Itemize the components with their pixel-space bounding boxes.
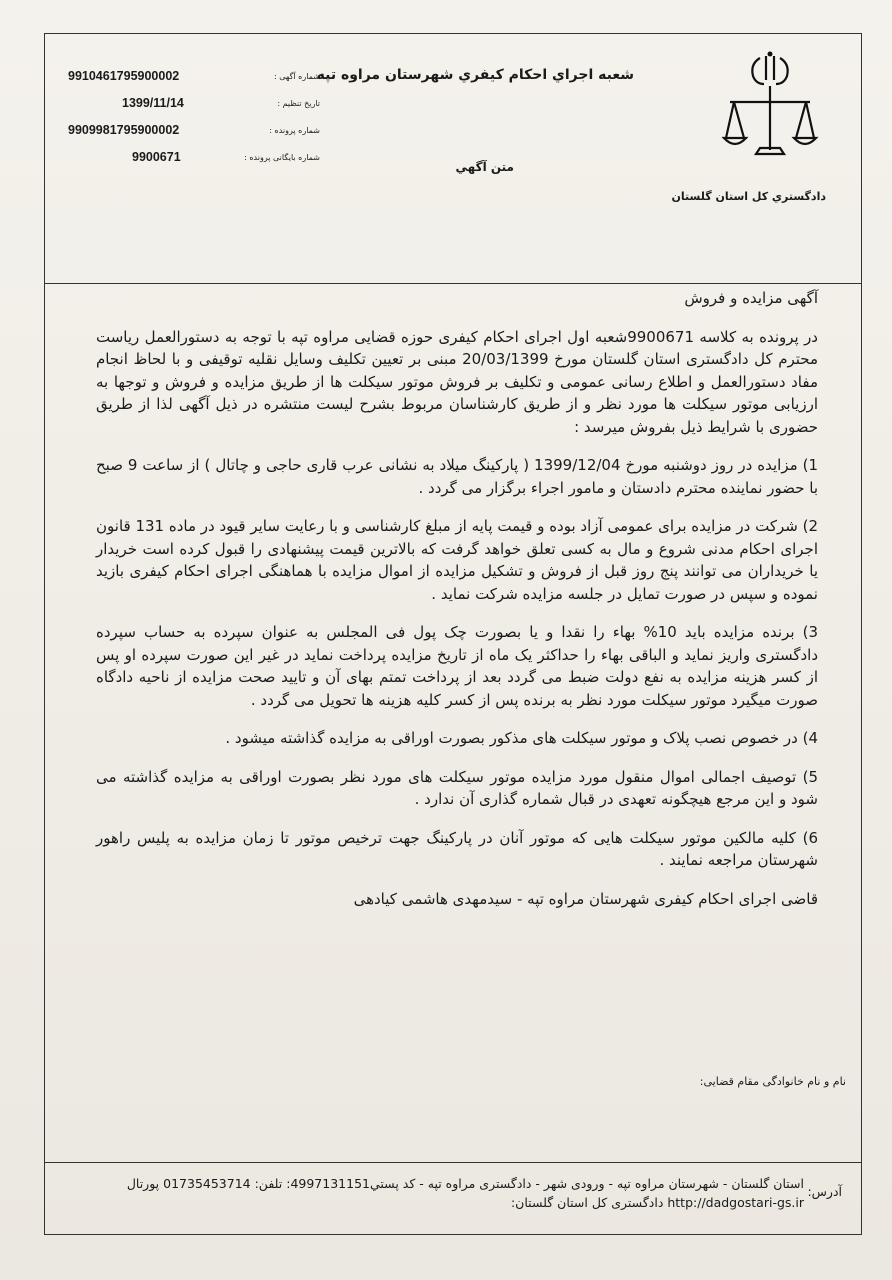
meta-row — [60, 93, 320, 120]
meta-row — [60, 66, 320, 93]
meta-row — [60, 120, 320, 147]
meta-label: شماره پرونده : — [269, 126, 320, 135]
notice-label: متن آگهي — [455, 160, 514, 174]
issue-date: 1399/11/14 — [122, 96, 184, 110]
judge-name-label: نام و نام خانوادگی مقام قضایی: — [699, 1075, 846, 1088]
footer-divider — [44, 1162, 862, 1163]
clause-2: 2) شرکت در مزایده برای عمومی آزاد بوده و قیمت پایه از مبلغ کارشناسی و با رعایت سایر قیود در ماده 131 قانون اجرای احکام مدنی شروع و مال به کسی تعلق خواهد گرفت که بالاترین قیمت پیشنهادی را قبول کرده است خریدار یا خریداران می توانند پنج روز قبل از فروش و تشکیل مزایده از اموال مزایده با هماهنگی اجرای احکام کیفری بازید نموده و سپس در صورت تمایل در جلسه مزایده شرکت نماید . — [96, 517, 818, 603]
address-block — [76, 1174, 842, 1212]
branch-title: شعبه اجراي احکام کيفري شهرستان مراوه تپه — [316, 67, 634, 83]
court-name: دادگستري کل استان گلستان — [671, 190, 826, 203]
clause-1: 1) مزایده در روز دوشنبه مورخ 1399/12/04 ( پارکینگ میلاد به نشانی عرب قاری حاجی و چاتال ) از ساعت 9 صبح با حضور نماینده محترم دادستان و مامور اجراء برگزار می گردد . — [96, 456, 818, 497]
address-text: استان گلستان - شهرستان مراوه تپه - ورودی شهر - دادگستری مراوه تپه - کد پستي4997131151: تلفن: 01735453714 پورتال http://dadgostari-gs.ir دادگستری کل استان گلستان: — [126, 1176, 804, 1210]
notice-number: 9910461795900002 — [68, 69, 180, 83]
clause-4: 4) در خصوص نصب پلاک و موتور سیکلت های مذکور بصورت اوراقی به مزایده گذاشته میشود . — [225, 729, 818, 747]
clause-5: 5) توصیف اجمالی اموال منقول مورد مزایده موتور سیکلت های مورد نظر بصورت اوراقی به مزایده گذاشته می شود و این مرجع هیچگونه تعهدی در قبال شماره گذاری آن ندارد . — [96, 767, 818, 808]
notice-body — [96, 287, 818, 926]
archive-number: 9900671 — [132, 150, 181, 164]
notice-meta — [60, 66, 320, 174]
intro-paragraph: در پرونده به کلاسه 9900671شعبه اول اجرای احکام کیفری حوزه قضایی مراوه تپه با توجه به دستورالعمل ریاست محترم کل دادگستری استان گلستان مورخ 20/03/1399 مبنی بر تعیین تکلیف وسایل نقلیه توقیفی و با لحاظ انجام مفاد دستورالعمل و اطلاع رسانی عمومی و تکلیف بر فروش موتور سیکلت ها از طریق مزایده و فروش و توجها به ارزیابی موتور سیکلت ها مورد نظر و از طریق کارشناسان مربوط بشرح لیست منتشره در ذیل آگهی لذا از طریق حضوری با شرایط ذیل بفروش میرسد : — [96, 327, 819, 436]
meta-row — [60, 147, 320, 174]
clause-6: 6) کلیه مالکین موتور سیکلت هایی که موتور آنان در پارکینگ جهت ترخیص موتور تا زمان مزایده به پلیس راهور شهرستان مراجعه نمایند . — [96, 828, 818, 869]
meta-label: شماره آگهی : — [274, 72, 320, 81]
address-label: آدرس: — [807, 1184, 842, 1199]
meta-label: شماره بایگانی پرونده : — [244, 153, 320, 162]
meta-label: تاریخ تنظیم : — [277, 99, 320, 108]
case-number: 9909981795900002 — [68, 123, 180, 137]
justice-scales-emblem-icon — [720, 50, 820, 162]
header-divider — [44, 283, 862, 284]
notice-heading: آگهی مزایده و فروش — [684, 289, 818, 307]
judge-signature: قاضی اجرای احکام کیفری شهرستان مراوه تپه - سیدمهدی هاشمی کیادهی — [353, 889, 818, 908]
clause-3: 3) برنده مزایده باید 10% بهاء را نقدا و یا بصورت چک پول فی المجلس به عنوان سپرده به حساب سپرده دادگستری واریز نماید و الباقی بهاء را حداکثر یک ماه از تاریخ مزایده پرداخت نماید در غیر این صورت سپرده او پس از کسر هزینه مزایده به نفع دولت ضبط می گردد بعد از پرداخت تمتم بهای آن و تایید صحت مزایده از ناحیه دادگاه صورت میگیرد موتور سیکلت مورد نظر به برنده پس از کسر کلیه هزینه ها تحویل می گردد . — [96, 623, 819, 709]
